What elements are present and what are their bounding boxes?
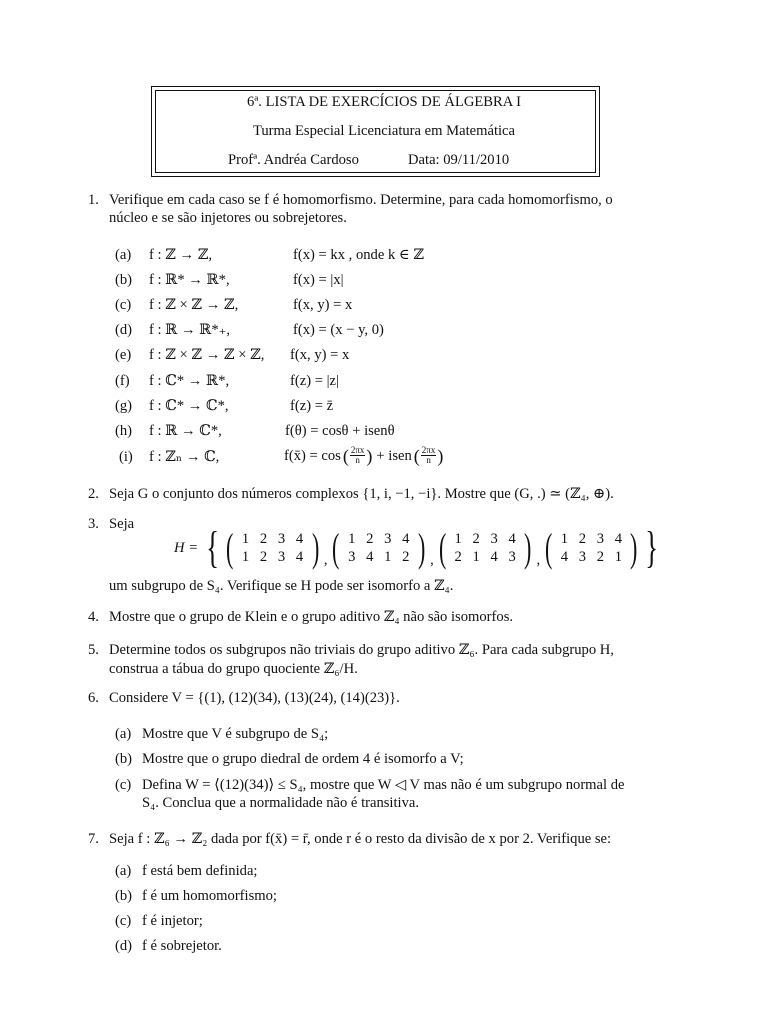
header-date: Data: 09/11/2010 xyxy=(408,152,510,168)
right-brace-icon: } xyxy=(644,523,658,572)
q3-set-h: H = { ( 1 2 3 4 1 2 3 4 ) , ( 1 2 3 4 3 4 1 2 ) , ( 1 2 3 4 2 1 4 3 ) , ( 1 2 3 4 4 3 2 1 ) } xyxy=(174,523,658,572)
q1-item-h-def: f(θ) = cosθ + isenθ xyxy=(285,423,395,439)
q1-item-i-def-cos: f(x̄) = cos xyxy=(284,447,341,464)
fraction-numerator: 2πx xyxy=(421,445,436,455)
q4-text: Mostre que o grupo de Klein e o grupo aditivo ℤ₄ não são isomorfos. xyxy=(109,609,514,625)
fraction-numerator: 2πx xyxy=(350,445,365,455)
q7-item-a-label: (a) xyxy=(115,863,132,879)
q1-item-i-map: f : ℤₙ → ℂ, xyxy=(149,449,220,465)
left-brace-icon: { xyxy=(206,523,219,572)
q5-line1: Determine todos os subgrupos não triviais do grupo aditivo ℤ₆. Para cada subgrupo H, xyxy=(109,642,614,658)
q6-item-b-text: Mostre que o grupo diedral de ordem 4 é isomorfo a V; xyxy=(142,751,464,767)
q3-intro: Seja xyxy=(109,516,135,532)
q1-item-b-label: (b) xyxy=(115,272,133,288)
q1-item-b-def: f(x) = |x| xyxy=(293,272,344,288)
q1-item-e-map: f : ℤ × ℤ → ℤ × ℤ, xyxy=(149,347,265,363)
q1-item-f-def: f(z) = |z| xyxy=(290,373,339,389)
left-paren-icon: ( xyxy=(342,445,349,466)
q7-text: Seja f : ℤ₆ → ℤ₂ dada por f(x̄) = r̄, onde r é o resto da divisão de x por 2. Verifique se: xyxy=(109,831,612,847)
q3-number: 3. xyxy=(88,516,99,532)
q2-number: 2. xyxy=(88,486,99,502)
header-title: 6ª. LISTA DE EXERCÍCIOS DE ÁLGEBRA I xyxy=(246,94,522,110)
q7-item-b-label: (b) xyxy=(115,888,133,904)
q6-item-c-text2: S₄. Conclua que a normalidade não é transitiva. xyxy=(142,795,420,811)
q1-item-b-map: f : ℝ* → ℝ*, xyxy=(149,272,230,288)
q3-matrix-4: ( 1 2 3 4 4 3 2 1 ) xyxy=(545,525,638,570)
q1-line2: núcleo e se são injetores ou sobrejetores. xyxy=(109,210,347,226)
q7-item-d-label: (d) xyxy=(115,938,133,954)
q1-number: 1. xyxy=(88,192,99,208)
q6-item-c-text: Defina W = ⟨(12)(34)⟩ ≤ S₄, mostre que W ◁ V mas não é um subgrupo normal de xyxy=(142,777,625,793)
q1-item-i-label: (i) xyxy=(119,449,133,465)
q1-item-f-label: (f) xyxy=(115,373,130,389)
q4-number: 4. xyxy=(88,609,99,625)
q3-h-label: H = xyxy=(174,539,199,556)
q6-text: Considere V = {(1), (12)(34), (13)(24), (14)(23)}. xyxy=(109,690,400,706)
left-paren-icon: ( xyxy=(413,445,420,466)
q6-number: 6. xyxy=(88,690,99,706)
q1-item-d-label: (d) xyxy=(115,322,133,338)
q7-item-d-text: f é sobrejetor. xyxy=(142,938,222,954)
q1-item-i-def-isen: + isen xyxy=(376,447,412,464)
q6-item-a-text: Mostre que V é subgrupo de S₄; xyxy=(142,726,329,742)
q6-item-a-label: (a) xyxy=(115,726,132,742)
q3-matrix-3: ( 1 2 3 4 2 1 4 3 ) xyxy=(438,525,532,570)
q1-item-h-map: f : ℝ → ℂ*, xyxy=(149,423,222,439)
q3-matrix-1: ( 1 2 3 4 1 2 3 4 ) xyxy=(226,525,319,570)
q6-item-b-label: (b) xyxy=(115,751,133,767)
q1-item-c-map: f : ℤ × ℤ → ℤ, xyxy=(149,297,239,313)
q1-item-d-def: f(x) = (x − y, 0) xyxy=(293,322,384,338)
q7-item-c-text: f é injetor; xyxy=(142,913,203,929)
q1-line1: Verifique em cada caso se f é homomorfismo. Determine, para cada homomorfismo, o xyxy=(109,192,613,208)
q5-line2: construa a tábua do grupo quociente ℤ₆/H. xyxy=(109,661,358,677)
q1-item-a-label: (a) xyxy=(115,247,132,263)
fraction-denominator: n xyxy=(426,455,431,466)
q1-item-a-map: f : ℤ → ℤ, xyxy=(149,247,213,263)
right-paren-icon: ) xyxy=(437,445,444,466)
q1-item-h-label: (h) xyxy=(115,423,133,439)
fraction-denominator: n xyxy=(355,455,360,466)
q2-text: Seja G o conjunto dos números complexos {1, i, −1, −i}. Mostre que (G, .) ≃ (ℤ₄, ⊕). xyxy=(109,486,614,502)
q1-item-e-label: (e) xyxy=(115,347,132,363)
q1-item-i-fraction-1 xyxy=(350,446,366,466)
q1-item-i-def xyxy=(284,446,443,466)
header-professor: Profª. Andréa Cardoso xyxy=(228,152,359,168)
q6-item-c-label: (c) xyxy=(115,777,132,793)
q1-item-g-map: f : ℂ* → ℂ*, xyxy=(149,398,229,414)
q1-item-a-def: f(x) = kx , onde k ∈ ℤ xyxy=(293,247,425,263)
q5-number: 5. xyxy=(88,642,99,658)
q1-item-c-label: (c) xyxy=(115,297,132,313)
q3-matrix-2: ( 1 2 3 4 3 4 1 2 ) xyxy=(332,525,426,570)
header-class: Turma Especial Licenciatura em Matemática xyxy=(252,123,516,139)
q1-item-f-map: f : ℂ* → ℝ*, xyxy=(149,373,230,389)
q7-item-c-label: (c) xyxy=(115,913,132,929)
q1-item-g-label: (g) xyxy=(115,398,133,414)
q1-item-c-def: f(x, y) = x xyxy=(293,297,353,313)
q7-number: 7. xyxy=(88,831,99,847)
q7-item-a-text: f está bem definida; xyxy=(142,863,258,879)
q1-item-i-fraction-2 xyxy=(421,446,437,466)
q1-item-e-def: f(x, y) = x xyxy=(290,347,350,363)
q3-after: um subgrupo de S₄. Verifique se H pode ser isomorfo a ℤ₄. xyxy=(109,578,454,594)
q7-item-b-text: f é um homomorfismo; xyxy=(142,888,277,904)
q1-item-d-map: f : ℝ → ℝ*₊, xyxy=(149,322,231,338)
q1-item-g-def: f(z) = z̄ xyxy=(290,398,334,414)
right-paren-icon: ) xyxy=(366,445,373,466)
